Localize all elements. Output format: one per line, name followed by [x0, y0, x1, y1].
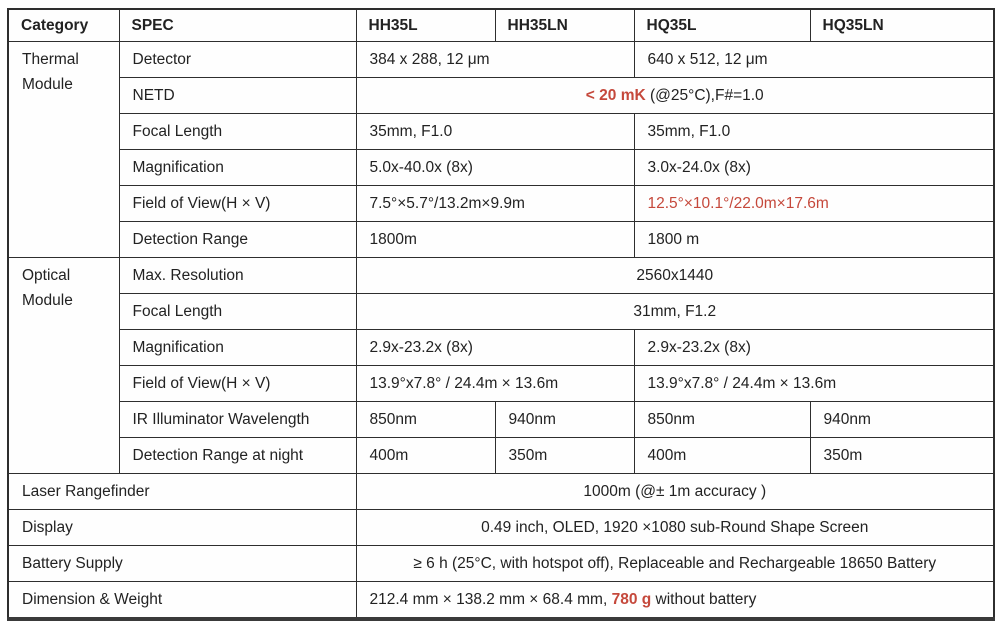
value-thermal-fov-hq: 12.5°×10.1°/22.0m×17.6m: [634, 186, 994, 222]
value-ir-hq35l: 850nm: [634, 402, 810, 438]
spec-label-thermal-detection-range: Detection Range: [119, 222, 356, 258]
value-display: 0.49 inch, OLED, 1920 ×1080 sub-Round Shape Screen: [356, 510, 994, 546]
netd-highlight: < 20 mK: [585, 86, 646, 104]
netd-condition: (@25°C),F#=1.0: [645, 86, 764, 104]
row-thermal-focal-length: [8, 114, 994, 150]
spec-label-ir-illuminator: IR Illuminator Wavelength: [119, 402, 356, 438]
col-header-hq35ln: HQ35LN: [810, 9, 994, 42]
row-max-resolution: [8, 258, 994, 294]
spec-label-thermal-fov: Field of View(H × V): [119, 186, 356, 222]
row-ir-illuminator: [8, 402, 994, 438]
value-thermal-range-hq: 1800 m: [634, 222, 994, 258]
row-battery-supply: [8, 546, 994, 582]
value-optical-mag-hq: 2.9x-23.2x (8x): [634, 330, 994, 366]
row-dimension-weight: [8, 582, 994, 620]
spec-label-netd: NETD: [119, 78, 356, 114]
row-night-detection-range: [8, 438, 994, 474]
col-header-spec: SPEC: [119, 9, 356, 42]
spec-label-dimension-weight: Dimension & Weight: [8, 582, 356, 620]
row-optical-fov: [8, 366, 994, 402]
spec-label-battery-supply: Battery Supply: [8, 546, 356, 582]
value-thermal-fov-hh: 7.5°×5.7°/13.2m×9.9m: [356, 186, 634, 222]
dimension-weight-note: without battery: [651, 590, 757, 608]
value-optical-focal-length: 31mm, F1.2: [356, 294, 994, 330]
row-netd: [8, 78, 994, 114]
value-thermal-mag-hh: 5.0x-40.0x (8x): [356, 150, 634, 186]
value-night-hh35ln: 350m: [495, 438, 634, 474]
value-ir-hh35l: 850nm: [356, 402, 495, 438]
spec-label-night-detection-range: Detection Range at night: [119, 438, 356, 474]
value-thermal-mag-hq: 3.0x-24.0x (8x): [634, 150, 994, 186]
row-thermal-fov: [8, 186, 994, 222]
header-row: [8, 9, 994, 42]
value-optical-fov-hq: 13.9°x7.8° / 24.4m × 13.6m: [634, 366, 994, 402]
spec-table: [7, 8, 995, 621]
row-optical-magnification: [8, 330, 994, 366]
spec-label-detector: Detector: [119, 42, 356, 78]
spec-label-thermal-magnification: Magnification: [119, 150, 356, 186]
dimension-weight-highlight: 780 g: [611, 590, 652, 608]
row-laser-rangefinder: [8, 474, 994, 510]
value-night-hq35ln: 350m: [810, 438, 994, 474]
value-thermal-focal-hq: 35mm, F1.0: [634, 114, 994, 150]
category-thermal-module: Thermal Module: [8, 42, 119, 258]
row-display: [8, 510, 994, 546]
dimension-size: 212.4 mm × 138.2 mm × 68.4 mm,: [369, 590, 612, 608]
value-battery-supply: ≥ 6 h (25°C, with hotspot off), Replaceable and Rechargeable 18650 Battery: [356, 546, 994, 582]
value-max-resolution: 2560x1440: [356, 258, 994, 294]
value-detector-hq: 640 x 512, 12 μm: [634, 42, 994, 78]
row-thermal-magnification: [8, 150, 994, 186]
category-optical-module: Optical Module: [8, 258, 119, 474]
spec-label-laser-rangefinder: Laser Rangefinder: [8, 474, 356, 510]
value-detector-hh: 384 x 288, 12 μm: [356, 42, 634, 78]
value-thermal-focal-hh: 35mm, F1.0: [356, 114, 634, 150]
spec-label-optical-focal-length: Focal Length: [119, 294, 356, 330]
col-header-category: Category: [8, 9, 119, 42]
value-optical-mag-hh: 2.9x-23.2x (8x): [356, 330, 634, 366]
value-thermal-range-hh: 1800m: [356, 222, 634, 258]
value-laser-rangefinder: 1000m (@± 1m accuracy ): [356, 474, 994, 510]
spec-label-optical-fov: Field of View(H × V): [119, 366, 356, 402]
value-ir-hq35ln: 940nm: [810, 402, 994, 438]
value-dimension-weight: [356, 582, 994, 620]
spec-label-thermal-focal-length: Focal Length: [119, 114, 356, 150]
value-night-hq35l: 400m: [634, 438, 810, 474]
col-header-hh35ln: HH35LN: [495, 9, 634, 42]
col-header-hq35l: HQ35L: [634, 9, 810, 42]
row-thermal-detection-range: [8, 222, 994, 258]
spec-label-display: Display: [8, 510, 356, 546]
spec-label-optical-magnification: Magnification: [119, 330, 356, 366]
value-ir-hh35ln: 940nm: [495, 402, 634, 438]
value-netd: [356, 78, 994, 114]
row-detector: [8, 42, 994, 78]
value-optical-fov-hh: 13.9°x7.8° / 24.4m × 13.6m: [356, 366, 634, 402]
spec-label-max-resolution: Max. Resolution: [119, 258, 356, 294]
col-header-hh35l: HH35L: [356, 9, 495, 42]
row-optical-focal-length: [8, 294, 994, 330]
value-night-hh35l: 400m: [356, 438, 495, 474]
